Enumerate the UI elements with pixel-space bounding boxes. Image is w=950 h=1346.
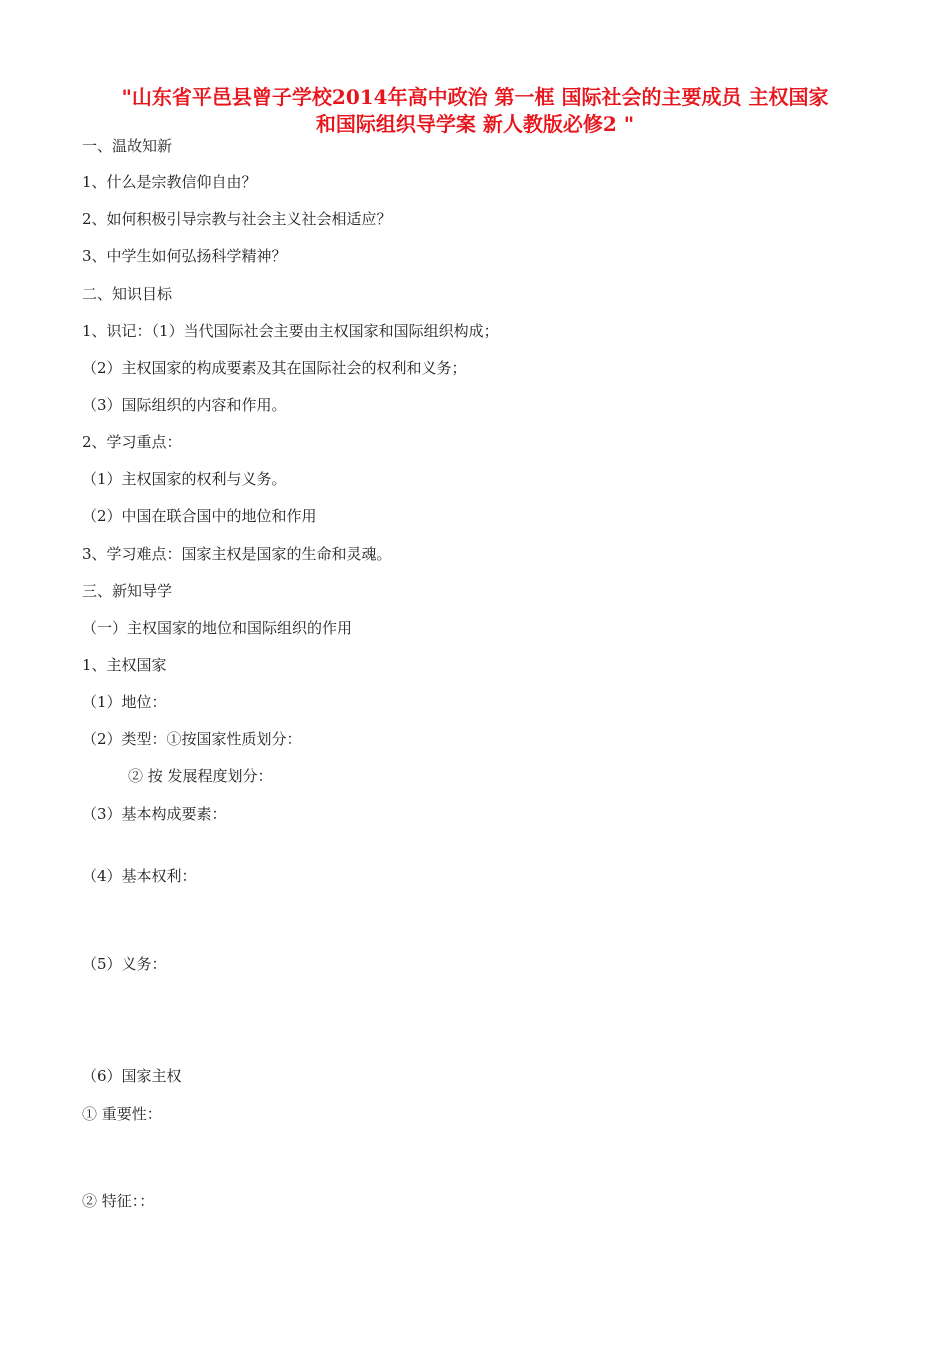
objective-memorize-3: （3）国际组织的内容和作用。 <box>82 396 287 414</box>
objective-memorize-2: （2）主权国家的构成要素及其在国际社会的权利和义务； <box>82 359 467 377</box>
item-types: （2）类型：①按国家性质划分： <box>82 730 302 748</box>
item-types-development: ② 按 发展程度划分： <box>128 767 273 785</box>
document-title-line-1: "山东省平邑县曾子学校2014年高中政治 第一框 国际社会的主要成员 主权国家 <box>121 85 829 109</box>
section-heading-review: 一、温故知新 <box>82 137 173 155</box>
section-heading-objectives: 二、知识目标 <box>82 285 173 303</box>
item-importance: ① 重要性： <box>82 1105 162 1123</box>
objective-key-points: 2、学习重点： <box>82 433 182 451</box>
item-basic-rights: （4）基本权利： <box>82 867 197 885</box>
subsection-heading: （一）主权国家的地位和国际组织的作用 <box>82 619 353 637</box>
section-heading-new-knowledge: 三、新知导学 <box>82 582 173 600</box>
item-sovereign-state: 1、主权国家 <box>82 656 167 674</box>
item-features: ② 特征：： <box>82 1192 155 1210</box>
key-point-2: （2）中国在联合国中的地位和作用 <box>82 507 317 525</box>
objective-difficulty: 3、学习难点：国家主权是国家的生命和灵魂。 <box>82 545 392 563</box>
item-national-sovereignty: （6）国家主权 <box>82 1067 182 1085</box>
review-question-1: 1、什么是宗教信仰自由？ <box>82 173 257 191</box>
key-point-1: （1）主权国家的权利与义务。 <box>82 470 287 488</box>
review-question-2: 2、如何积极引导宗教与社会主义社会相适应？ <box>82 210 392 228</box>
item-status: （1）地位： <box>82 693 167 711</box>
item-obligations: （5）义务： <box>82 955 167 973</box>
review-question-3: 3、中学生如何弘扬科学精神？ <box>82 247 287 265</box>
item-basic-elements: （3）基本构成要素： <box>82 805 227 823</box>
document-title-line-2: 和国际组织导学案 新人教版必修2 " <box>315 112 635 136</box>
objective-memorize: 1、识记：（1）当代国际社会主要由主权国家和国际组织构成； <box>82 322 499 340</box>
